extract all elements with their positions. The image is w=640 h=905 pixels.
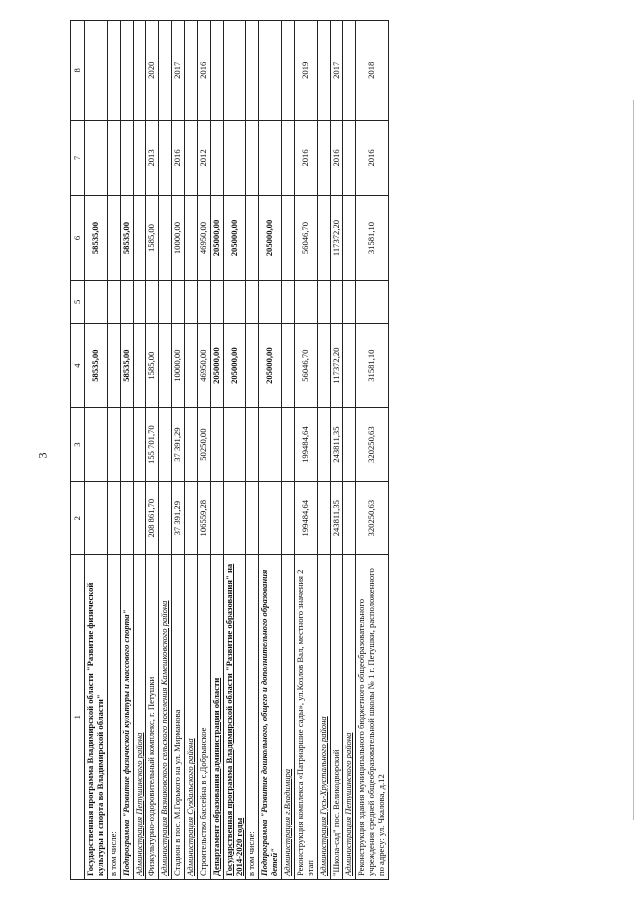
value-cell xyxy=(356,280,389,323)
value-cell xyxy=(343,323,356,407)
value-cell: 117372,20 xyxy=(330,323,343,407)
value-cell xyxy=(133,120,146,196)
value-cell xyxy=(120,21,133,121)
value-cell xyxy=(120,408,133,482)
value-cell xyxy=(85,120,108,196)
value-cell: 58535,00 xyxy=(85,323,108,407)
value-cell xyxy=(210,481,223,555)
value-cell xyxy=(159,21,172,121)
investment-table xyxy=(70,20,389,880)
value-cell xyxy=(294,280,317,323)
table-row xyxy=(343,21,356,880)
value-cell xyxy=(85,481,108,555)
value-cell: 205000,00 xyxy=(223,323,246,407)
value-cell: 31581,10 xyxy=(356,196,389,280)
value-cell: 2020 xyxy=(146,21,159,121)
value-cell: 205000,00 xyxy=(259,196,282,280)
row-name-cell: Администрация Гусь-Хрустального района xyxy=(317,555,330,880)
rotated-table-container xyxy=(70,20,630,880)
value-cell: 2016 xyxy=(294,120,317,196)
row-name-cell: Департамент образования администрации области xyxy=(210,555,223,880)
value-cell xyxy=(282,408,295,482)
value-cell: 1585,00 xyxy=(146,196,159,280)
value-cell xyxy=(246,280,259,323)
value-cell: 46950,00 xyxy=(197,196,210,280)
value-cell: 58535,00 xyxy=(120,196,133,280)
value-cell xyxy=(159,323,172,407)
value-cell: 2013 xyxy=(146,120,159,196)
value-cell: 56046,70 xyxy=(294,323,317,407)
value-cell: 2016 xyxy=(172,120,185,196)
value-cell xyxy=(317,196,330,280)
value-cell xyxy=(107,120,120,196)
value-cell: 205000,00 xyxy=(259,323,282,407)
value-cell xyxy=(223,21,246,121)
value-cell xyxy=(107,323,120,407)
value-cell: 205000,00 xyxy=(210,196,223,280)
value-cell: 10000,00 xyxy=(172,196,185,280)
value-cell xyxy=(172,280,185,323)
value-cell xyxy=(185,120,198,196)
value-cell xyxy=(185,280,198,323)
value-cell xyxy=(246,323,259,407)
value-cell xyxy=(107,196,120,280)
value-cell xyxy=(185,323,198,407)
value-cell: 50250,00 xyxy=(197,408,210,482)
value-cell xyxy=(159,196,172,280)
value-cell xyxy=(210,120,223,196)
value-cell: 56046,70 xyxy=(294,196,317,280)
value-cell xyxy=(343,196,356,280)
value-cell xyxy=(343,280,356,323)
value-cell: 205000,00 xyxy=(210,323,223,407)
value-cell: 2016 xyxy=(356,120,389,196)
value-cell: 58535,00 xyxy=(85,196,108,280)
row-name-cell: Стадион в пос. М.Горького на ул. Мирманова xyxy=(172,555,185,880)
value-cell xyxy=(246,481,259,555)
value-cell xyxy=(330,280,343,323)
value-cell: 205000,00 xyxy=(223,196,246,280)
column-header: 7 xyxy=(71,120,85,196)
row-name-cell: Строительство бассейна в с.Добрынское xyxy=(197,555,210,880)
value-cell xyxy=(223,481,246,555)
value-cell xyxy=(246,196,259,280)
value-cell xyxy=(159,481,172,555)
value-cell: 2016 xyxy=(197,21,210,121)
table-row xyxy=(146,21,159,880)
value-cell: 2012 xyxy=(197,120,210,196)
table-row xyxy=(259,21,282,880)
row-name-cell: Администрация г.Владимира xyxy=(282,555,295,880)
column-header: 5 xyxy=(71,280,85,323)
value-cell xyxy=(133,280,146,323)
table-row xyxy=(172,21,185,880)
value-cell xyxy=(210,280,223,323)
table-row xyxy=(223,21,246,880)
value-cell xyxy=(185,481,198,555)
value-cell xyxy=(120,280,133,323)
value-cell xyxy=(282,323,295,407)
value-cell xyxy=(133,408,146,482)
value-cell xyxy=(343,408,356,482)
value-cell xyxy=(197,280,210,323)
value-cell xyxy=(282,21,295,121)
table-row xyxy=(133,21,146,880)
value-cell: 117372,20 xyxy=(330,196,343,280)
value-cell: 199484,64 xyxy=(294,481,317,555)
value-cell xyxy=(146,280,159,323)
value-cell xyxy=(246,120,259,196)
row-name-cell: Подпрограмма "Развитие физической культуры и массового спорта" xyxy=(120,555,133,880)
value-cell xyxy=(259,280,282,323)
row-name-cell: "Школа-сад" пос. Великодворский xyxy=(330,555,343,880)
value-cell xyxy=(259,408,282,482)
value-cell xyxy=(259,120,282,196)
value-cell xyxy=(282,196,295,280)
row-name-cell: в том числе: xyxy=(107,555,120,880)
value-cell xyxy=(282,280,295,323)
value-cell xyxy=(185,21,198,121)
table-row xyxy=(330,21,343,880)
column-header: 4 xyxy=(71,323,85,407)
value-cell xyxy=(107,481,120,555)
row-name-cell: Администрация Вязниковского сельского поселения Камешковского района xyxy=(159,555,172,880)
value-cell xyxy=(107,21,120,121)
value-cell: 37 391,29 xyxy=(172,481,185,555)
value-cell xyxy=(133,21,146,121)
row-name-cell: Подпрограмма "Развитие дошкольного, общего и дополнительного образования детей" xyxy=(259,555,282,880)
value-cell xyxy=(159,280,172,323)
row-name-cell: Государственная программа Владимирской области "Развитие физической культуры и спорта во Владимирской области" xyxy=(85,555,108,880)
value-cell: 2018 xyxy=(356,21,389,121)
row-name-cell: Реконструкция комплекса «Патриаршие сады», ул.Козлов Вал, местного значения 2 этап xyxy=(294,555,317,880)
value-cell xyxy=(223,120,246,196)
row-name-cell: Реконструкция здания муниципального бюджетного общеобразовательного учреждения средней общеобразовательной школы № 1 г. Петушки, расположенного по адресу: ул. Чкалова, д.12 xyxy=(356,555,389,880)
table-row xyxy=(317,21,330,880)
value-cell xyxy=(259,481,282,555)
row-name-cell: Физкультурно-оздоровительный комплекс, г. Петушки xyxy=(146,555,159,880)
value-cell xyxy=(223,408,246,482)
column-header: 3 xyxy=(71,408,85,482)
value-cell xyxy=(185,196,198,280)
scan-edge-line xyxy=(633,100,634,820)
value-cell xyxy=(133,196,146,280)
value-cell xyxy=(185,408,198,482)
value-cell xyxy=(317,120,330,196)
table-row xyxy=(282,21,295,880)
table-header-row xyxy=(71,21,85,880)
table-row xyxy=(120,21,133,880)
value-cell xyxy=(85,21,108,121)
value-cell xyxy=(159,408,172,482)
value-cell xyxy=(107,280,120,323)
row-name-cell: Администрация Петушинского района xyxy=(133,555,146,880)
row-name-cell: Администрация Петушинского района xyxy=(343,555,356,880)
column-header: 8 xyxy=(71,21,85,121)
value-cell: 199484,64 xyxy=(294,408,317,482)
column-header: 6 xyxy=(71,196,85,280)
table-row xyxy=(85,21,108,880)
value-cell xyxy=(246,408,259,482)
value-cell xyxy=(282,120,295,196)
value-cell xyxy=(159,120,172,196)
table-row xyxy=(197,21,210,880)
value-cell xyxy=(85,408,108,482)
table-row xyxy=(246,21,259,880)
table-row xyxy=(159,21,172,880)
value-cell: 1585,00 xyxy=(146,323,159,407)
value-cell: 46950,00 xyxy=(197,323,210,407)
value-cell xyxy=(246,21,259,121)
value-cell: 243811,35 xyxy=(330,481,343,555)
value-cell: 155 701,70 xyxy=(146,408,159,482)
page-number: 3 xyxy=(35,452,50,459)
value-cell xyxy=(317,280,330,323)
value-cell: 243811,35 xyxy=(330,408,343,482)
value-cell xyxy=(120,481,133,555)
value-cell: 58535,00 xyxy=(120,323,133,407)
value-cell: 10000,00 xyxy=(172,323,185,407)
value-cell xyxy=(317,481,330,555)
value-cell xyxy=(317,408,330,482)
value-cell xyxy=(210,408,223,482)
value-cell xyxy=(282,481,295,555)
value-cell xyxy=(133,481,146,555)
value-cell: 37 391,29 xyxy=(172,408,185,482)
value-cell xyxy=(259,21,282,121)
row-name-cell: в том числе: xyxy=(246,555,259,880)
value-cell xyxy=(133,323,146,407)
value-cell: 208 861,70 xyxy=(146,481,159,555)
value-cell xyxy=(317,323,330,407)
value-cell: 31581,10 xyxy=(356,323,389,407)
value-cell: 106559,28 xyxy=(197,481,210,555)
value-cell: 320250,63 xyxy=(356,408,389,482)
column-header: 1 xyxy=(71,555,85,880)
table-row xyxy=(294,21,317,880)
row-name-cell: Администрация Суздальского района xyxy=(185,555,198,880)
value-cell xyxy=(210,21,223,121)
row-name-cell: Государственная программа Владимирской области "Развитие образования" на 2014-2020 годы xyxy=(223,555,246,880)
table-row xyxy=(210,21,223,880)
value-cell xyxy=(85,280,108,323)
value-cell xyxy=(343,481,356,555)
table-body xyxy=(85,21,389,880)
column-header: 2 xyxy=(71,481,85,555)
table-row xyxy=(185,21,198,880)
table-row xyxy=(107,21,120,880)
value-cell: 2017 xyxy=(172,21,185,121)
table-row xyxy=(356,21,389,880)
value-cell: 2017 xyxy=(330,21,343,121)
value-cell xyxy=(120,120,133,196)
value-cell xyxy=(223,280,246,323)
value-cell: 2016 xyxy=(330,120,343,196)
value-cell xyxy=(343,21,356,121)
value-cell: 320250,63 xyxy=(356,481,389,555)
value-cell xyxy=(107,408,120,482)
value-cell xyxy=(317,21,330,121)
value-cell: 2019 xyxy=(294,21,317,121)
value-cell xyxy=(343,120,356,196)
